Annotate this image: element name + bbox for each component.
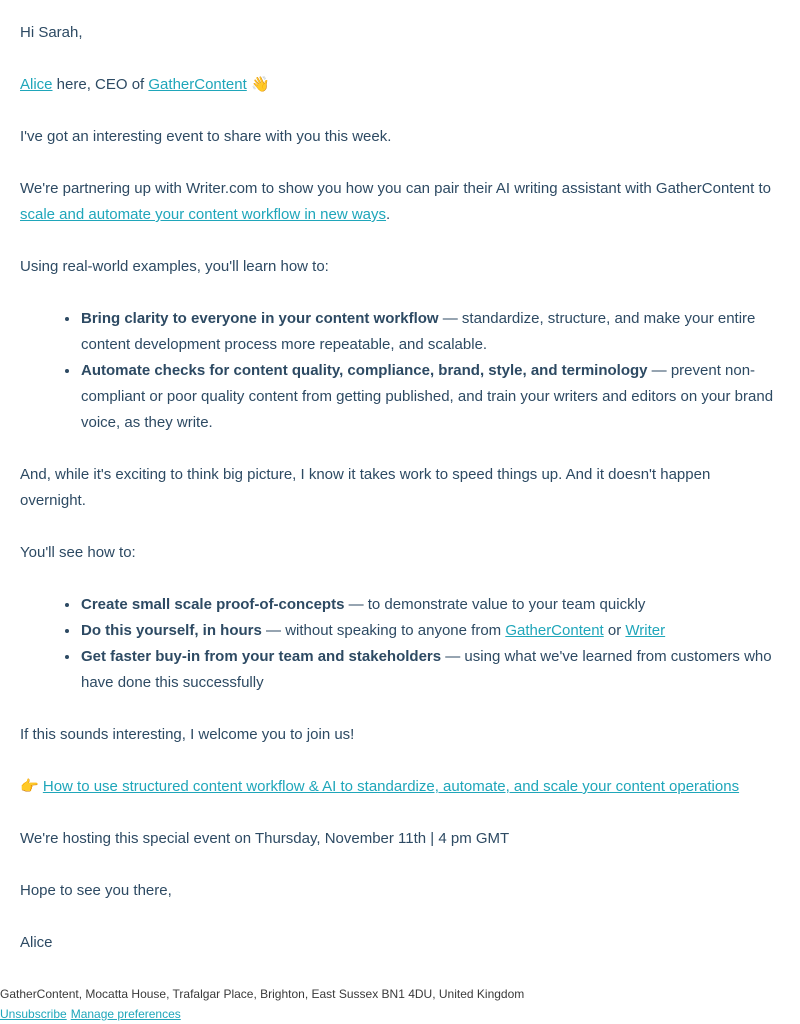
text-run: — using what we've learned from customers who have done this successfully [81, 648, 772, 691]
list-item [61, 618, 780, 644]
text-run: We're partnering up with Writer.com to show you how you can pair their AI writing assistant with GatherContent to [20, 180, 771, 197]
list-item [61, 644, 780, 696]
waving-hand-emoji: 👋 [250, 75, 270, 93]
inline-link[interactable]: Writer [625, 622, 666, 639]
bold-text: Do this yourself, in hours [81, 622, 262, 639]
text-run: We're hosting this special event on Thursday, November 11th | 4 pm GMT [20, 830, 510, 847]
unsubscribe-link[interactable]: Unsubscribe [0, 1007, 67, 1021]
invite-line [20, 722, 780, 748]
learn-bullet-list [20, 306, 780, 436]
bold-text: Get faster buy-in from your team and stakeholders [81, 648, 442, 665]
see-how-bullet-list [20, 592, 780, 696]
text-run: — without speaking to anyone from [261, 622, 506, 639]
inline-link[interactable]: GatherContent [148, 76, 247, 93]
bold-text: Bring clarity to everyone in your content workflow [81, 310, 439, 327]
text-run: or [603, 622, 626, 639]
text-run: Hi Sarah, [20, 24, 83, 41]
email-footer [0, 984, 800, 1024]
list-item [61, 306, 780, 358]
text-run: here, CEO of [52, 76, 149, 93]
text-run: You'll see how to: [20, 544, 136, 561]
text-run: — prevent non-compliant or poor quality content from getting published, and train your writers and editors on your brand voice, as they write. [81, 362, 774, 431]
bold-text: Create small scale proof-of-concepts [81, 596, 345, 613]
pointing-right-emoji: 👉 [20, 777, 39, 795]
see-how-intro [20, 540, 780, 566]
text-run: I've got an interesting event to share with you this week. [20, 128, 392, 145]
learn-intro [20, 254, 780, 280]
text-run: Alice [20, 934, 53, 951]
signoff-name [20, 930, 780, 956]
greeting [20, 20, 780, 46]
inline-link[interactable]: scale and automate your content workflow in new ways [20, 206, 387, 223]
list-item [61, 358, 780, 436]
footer-links [0, 1004, 800, 1024]
bold-text: Automate checks for content quality, compliance, brand, style, and terminology [81, 362, 648, 379]
text-run: . [386, 206, 391, 223]
footer-address: GatherContent, Mocatta House, Trafalgar Place, Brighton, East Sussex BN1 4DU, United Kingdom [0, 987, 525, 1001]
text-run: — to demonstrate value to your team quickly [344, 596, 646, 613]
text-run: Using real-world examples, you'll learn how to: [20, 258, 329, 275]
text-run: — standardize, structure, and make your entire content development process more repeatable, and scalable. [81, 310, 756, 353]
sender-intro [20, 72, 780, 98]
text-run: And, while it's exciting to think big picture, I know it takes work to speed things up. And it doesn't happen overnight. [20, 466, 711, 509]
partnership-paragraph [20, 176, 780, 228]
event-details [20, 826, 780, 852]
manage-preferences-link[interactable]: Manage preferences [70, 1007, 181, 1021]
cta-line [20, 774, 780, 800]
intro-line [20, 124, 780, 150]
text-run: If this sounds interesting, I welcome you to join us! [20, 726, 355, 743]
closing-line [20, 878, 780, 904]
list-item [61, 592, 780, 618]
inline-link[interactable]: Alice [20, 76, 53, 93]
inline-link[interactable]: How to use structured content workflow & AI to standardize, automate, and scale your content operations [42, 778, 740, 795]
big-picture-paragraph [20, 462, 780, 514]
inline-link[interactable]: GatherContent [505, 622, 604, 639]
text-run: Hope to see you there, [20, 882, 172, 899]
